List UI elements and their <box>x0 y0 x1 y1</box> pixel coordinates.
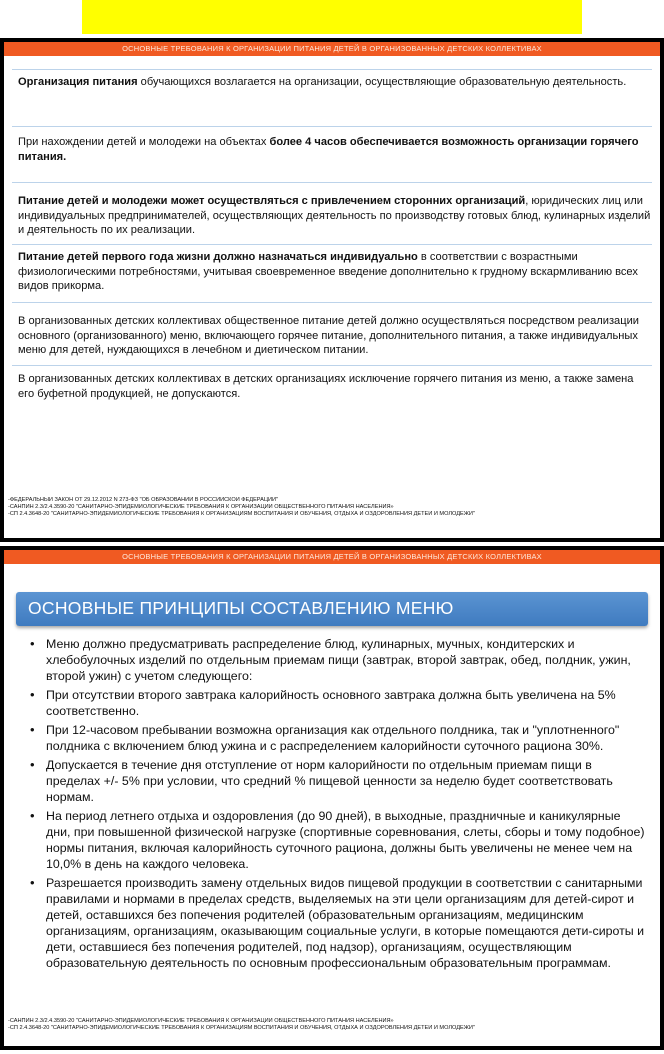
list-item-text: Меню должно предусматривать распределение блюд, кулинарных, мучных, кондитерских и хлебобулочных изделий по отдельным приемам пищи (завтрак, второй завтрак, обед, полдник, ужин, второй ужин) с учетом следующего: <box>46 637 631 683</box>
bullet-icon: • <box>30 808 35 823</box>
footnote: -СП 2.4.3648-20 "САНИТАРНО-ЭПИДЕМИОЛОГИЧЕСКИЕ ТРЕБОВАНИЯ К ОРГАНИЗАЦИЯМ ВОСПИТАНИЯ И ОБУЧЕНИЯ, ОТДЫХА И ОЗДОРОВЛЕНИЯ ДЕТЕЙ И МОЛОДЕЖИ" <box>8 511 475 517</box>
paragraph-4-bold: Питание детей первого года жизни должно назначаться индивидуально <box>18 251 418 263</box>
bullet-icon: • <box>30 875 35 890</box>
slide-1 <box>4 42 660 538</box>
list-item-text: Допускается в течение дня отступление от норм калорийности по отдельным приемам пищи в пределах +/- 5% при условии, что средний % пищевой ценности за неделю будет соответствовать нормам. <box>46 758 613 804</box>
paragraph-2-bold: более 4 часов обеспечивается возможность организации горячего питания. <box>18 136 639 163</box>
list-item-text: На период летнего отдыха и оздоровления (до 90 дней), в выходные, праздничные и каникулярные дни, при повышенной физической нагрузке (спортивные соревнования, слеты, сборы и тому подобное) нормы питания, включая калорийность суточного рациона, должны быть увеличены не менее чем на 10,0% в день на каждого человека. <box>46 809 645 871</box>
slide-2-header: ОСНОВНЫЕ ТРЕБОВАНИЯ К ОРГАНИЗАЦИИ ПИТАНИЯ ДЕТЕЙ В ОРГАНИЗОВАННЫХ ДЕТСКИХ КОЛЛЕКТИВАХ <box>4 550 660 564</box>
slide-2 <box>4 550 660 1046</box>
paragraph-3-bold: Питание детей и молодежи может осуществляться с привлечением сторонних организаций <box>18 195 526 207</box>
list-item-text: Разрешается производить замену отдельных видов пищевой продукции в соответствии с санитарными правилами и нормами в пределах средств, выделяемых на эти цели организациям для детей-сирот и детей, оставшихся без попечения родителей (образовательным организациям, медицинским организациям, организациям, оказывающим социальные услуги, в которые помещаются дети-сироты и дети, оставшиеся без попечения родителей, под надзор), организациям, осуществляющим образовательную деятельность по основным профессиональным образовательным программам. <box>46 876 645 970</box>
separator <box>12 69 652 70</box>
list-item <box>30 722 648 754</box>
paragraph-2-text: При нахождении детей и молодежи на объектах <box>18 136 270 148</box>
footnote: -СП 2.4.3648-20 "САНИТАРНО-ЭПИДЕМИОЛОГИЧЕСКИЕ ТРЕБОВАНИЯ К ОРГАНИЗАЦИЯМ ВОСПИТАНИЯ И ОБУЧЕНИЯ, ОТДЫХА И ОЗДОРОВЛЕНИЯ ДЕТЕЙ И МОЛОДЕЖИ" <box>8 1025 475 1031</box>
bullet-icon: • <box>30 757 35 772</box>
paragraph-2 <box>18 135 652 164</box>
paragraph-4-text: в соответствии с возрастными физиологическими потребностями, учитывая своевременное введение дополнительно к грудному вскармливанию всех видов прикорма. <box>18 251 638 293</box>
banner-title: ОСНОВНЫЕ ПРИНЦИПЫ СОСТАВЛЕНИЮ МЕНЮ <box>28 598 454 618</box>
separator <box>12 182 652 183</box>
separator <box>12 302 652 303</box>
separator <box>12 244 652 245</box>
paragraph-1-bold: Организация питания <box>18 76 138 88</box>
list-item <box>30 687 648 719</box>
paragraph-1 <box>18 75 652 90</box>
bullet-icon: • <box>30 722 35 737</box>
slide-1-footnotes <box>8 497 654 518</box>
list-item-text: При отсутствии второго завтрака калорийность основного завтрака должна быть увеличена на 5% соответственно. <box>46 688 616 718</box>
footnote: -ФЕДЕРАЛЬНЫЙ ЗАКОН ОТ 29.12.2012 N 273-ФЗ "ОБ ОБРАЗОВАНИИ В РОССИЙСКОЙ ФЕДЕРАЦИИ" <box>8 497 279 503</box>
paragraph-3 <box>18 194 652 238</box>
paragraph-1-text: обучающихся возлагается на организации, осуществляющие образовательную деятельность. <box>137 76 627 88</box>
list-item-text: При 12-часовом пребывании возможна организация как отдельного полдника, так и "уплотненного" полдника с включением блюд ужина и с распределением калорийности суточного рациона 30%. <box>46 723 620 753</box>
slide-1-header: ОСНОВНЫЕ ТРЕБОВАНИЯ К ОРГАНИЗАЦИИ ПИТАНИЯ ДЕТЕЙ В ОРГАНИЗОВАННЫХ ДЕТСКИХ КОЛЛЕКТИВАХ <box>4 42 660 56</box>
footnote: -САНПИН 2.3/2.4.3590-20 "САНИТАРНО-ЭПИДЕМИОЛОГИЧЕСКИЕ ТРЕБОВАНИЯ К ОРГАНИЗАЦИИ ОБЩЕСТВЕННОГО ПИТАНИЯ НАСЕЛЕНИЯ» <box>8 1018 394 1024</box>
list-item <box>30 808 648 872</box>
principles-list <box>30 636 648 974</box>
list-item <box>30 636 648 684</box>
paragraph-5: В организованных детских коллективах общественное питание детей должно осуществляться посредством реализации основного (организованного) меню, включающего горячее питание, дополнительного питания, а также индивидуальных меню для детей, нуждающихся в лечебном и диетическом питании. <box>18 315 639 357</box>
separator <box>12 126 652 127</box>
bullet-icon: • <box>30 687 35 702</box>
bullet-icon: • <box>30 636 35 651</box>
paragraph-6: В организованных детских коллективах в детских организациях исключение горячего питания из меню, а также замена его буфетной продукцией, не допускаются. <box>18 373 634 400</box>
separator <box>12 365 652 366</box>
section-banner <box>16 592 648 626</box>
yellow-highlight-bar <box>82 0 582 34</box>
list-item <box>30 875 648 971</box>
footnote: -САНПИН 2.3/2.4.3590-20 "САНИТАРНО-ЭПИДЕМИОЛОГИЧЕСКИЕ ТРЕБОВАНИЯ К ОРГАНИЗАЦИИ ОБЩЕСТВЕННОГО ПИТАНИЯ НАСЕЛЕНИЯ» <box>8 504 394 510</box>
paragraph-3-text: , юридических лиц или индивидуальных предпринимателей, осуществляющих деятельность по производству готовых блюд, кулинарных изделий и деятельность по их реализации. <box>18 195 651 237</box>
list-item <box>30 757 648 805</box>
slide-2-footnotes <box>8 1018 654 1032</box>
paragraph-4 <box>18 250 652 294</box>
